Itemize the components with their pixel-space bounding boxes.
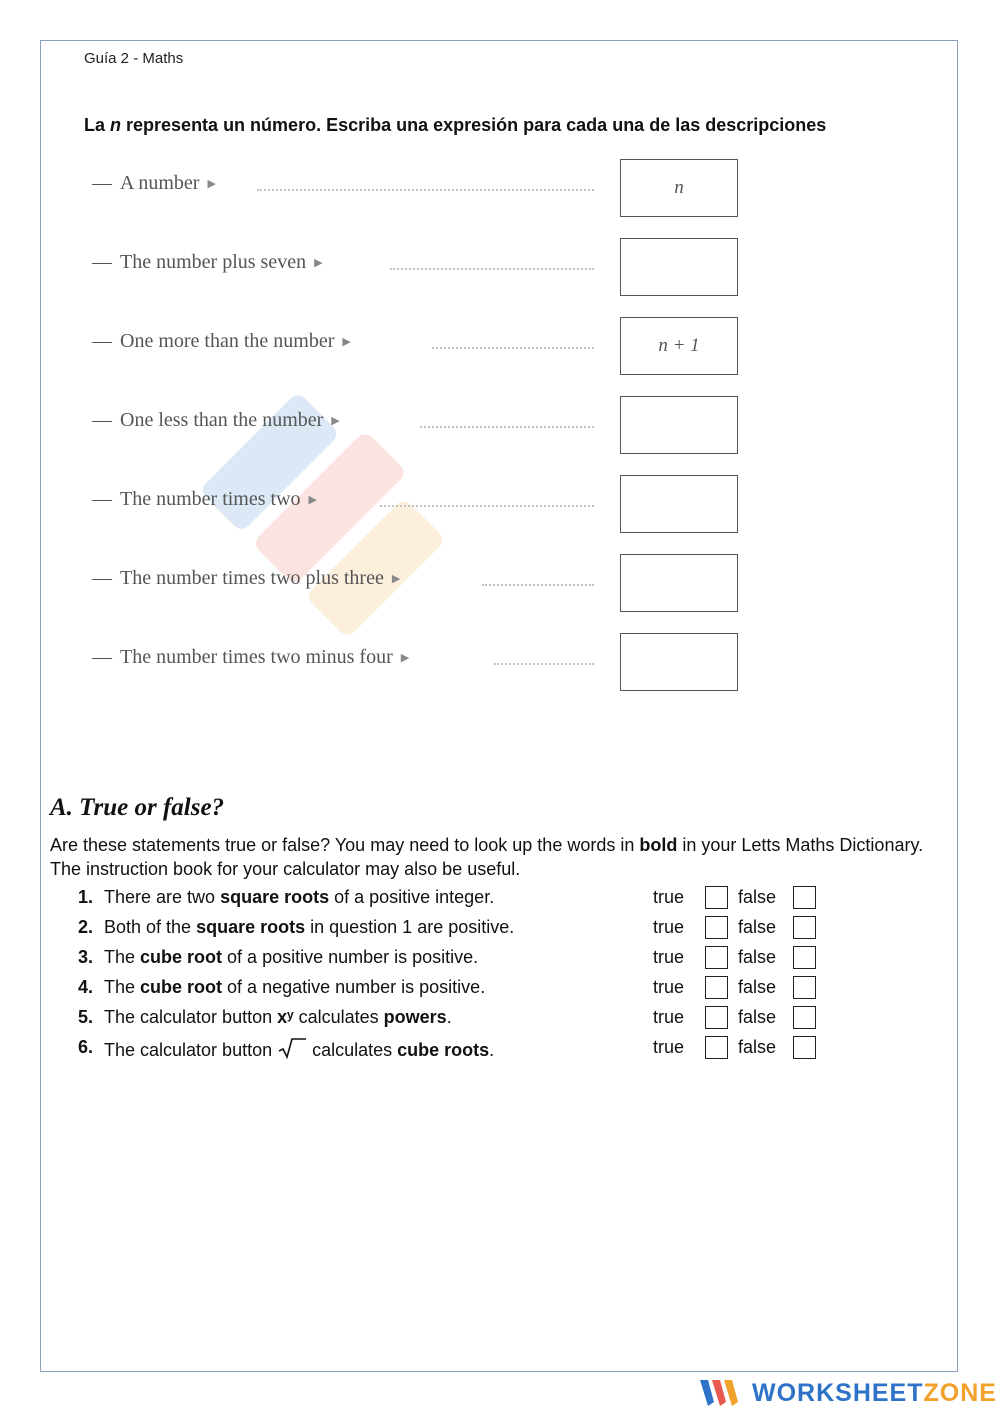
true-checkbox[interactable] xyxy=(705,886,728,909)
question-text: The calculator button calculates cube roots. xyxy=(104,1037,494,1061)
true-checkbox[interactable] xyxy=(705,916,728,939)
expression-label: One more than the number xyxy=(120,330,335,352)
false-checkbox[interactable] xyxy=(793,976,816,999)
question-row xyxy=(78,975,838,1003)
leader-dots xyxy=(494,661,594,665)
expression-label: The number times two xyxy=(120,488,301,510)
leader-dots xyxy=(420,424,594,428)
true-label: true xyxy=(653,917,685,937)
arrow-icon: ▶ xyxy=(207,178,216,190)
brand-footer xyxy=(700,1378,997,1408)
answer-box[interactable]: n + 1 xyxy=(620,317,738,375)
section-heading: A. True or false? xyxy=(50,794,225,821)
leader-dots xyxy=(390,266,594,270)
section-intro: Are these statements true or false? You may need to look up the words in bold in your Letts Maths Dictionary. The instruction book for your calculator may also be useful. xyxy=(50,835,924,879)
false-label: false xyxy=(738,977,777,997)
arrow-icon: ▶ xyxy=(331,415,340,427)
true-label: true xyxy=(653,1007,685,1027)
expression-row: — The number plus seven ▶ xyxy=(92,238,752,300)
question-row xyxy=(78,1005,838,1033)
false-label: false xyxy=(738,1007,777,1027)
true-label: true xyxy=(653,1037,685,1057)
expression-row: — One more than the number ▶ n + 1 xyxy=(92,317,752,379)
false-checkbox[interactable] xyxy=(793,1036,816,1059)
question-text: The cube root of a positive number is positive. xyxy=(104,947,479,967)
expression-row: — The number times two ▶ xyxy=(92,475,752,537)
expression-row: — The number times two plus three ▶ xyxy=(92,554,752,616)
expression-label: The number plus seven xyxy=(120,251,307,273)
question-row xyxy=(78,1035,838,1063)
leader-dots xyxy=(380,503,594,507)
answer-box[interactable] xyxy=(620,238,738,296)
true-checkbox[interactable] xyxy=(705,946,728,969)
question-text: Both of the square roots in question 1 are positive. xyxy=(104,917,515,937)
false-label: false xyxy=(738,1037,777,1057)
expression-row: — One less than the number ▶ xyxy=(92,396,752,458)
answer-box[interactable] xyxy=(620,554,738,612)
true-checkbox[interactable] xyxy=(705,1036,728,1059)
question-number: 3. xyxy=(78,947,94,967)
root-icon xyxy=(277,1037,307,1057)
question-number: 1. xyxy=(78,887,94,907)
worksheet-header: Guía 2 - Maths xyxy=(84,50,184,67)
answer-box[interactable] xyxy=(620,396,738,454)
false-checkbox[interactable] xyxy=(793,886,816,909)
worksheetzone-w-logo-icon xyxy=(700,1378,742,1408)
true-checkbox[interactable] xyxy=(705,976,728,999)
expression-label: The number times two minus four xyxy=(120,646,393,668)
instruction-variable: n xyxy=(110,115,122,135)
true-label: true xyxy=(653,947,685,967)
instruction-text xyxy=(84,115,826,136)
false-label: false xyxy=(738,917,777,937)
false-checkbox[interactable] xyxy=(793,946,816,969)
expression-row: — A number ▶ n xyxy=(92,159,752,221)
leader-dots xyxy=(482,582,594,586)
question-number: 4. xyxy=(78,977,94,997)
true-label: true xyxy=(653,977,685,997)
false-label: false xyxy=(738,947,777,967)
question-number: 2. xyxy=(78,917,94,937)
arrow-icon: ▶ xyxy=(308,494,317,506)
expression-label: A number xyxy=(120,172,200,194)
false-checkbox[interactable] xyxy=(793,916,816,939)
arrow-icon: ▶ xyxy=(314,257,323,269)
question-text: The calculator button xʸ calculates powers. xyxy=(104,1007,452,1027)
leader-dots xyxy=(257,187,594,191)
brand-name: WORKSHEETZONE xyxy=(752,1378,997,1407)
true-label: true xyxy=(653,887,685,907)
false-checkbox[interactable] xyxy=(793,1006,816,1029)
instruction-before: La xyxy=(84,115,111,135)
answer-box[interactable] xyxy=(620,633,738,691)
answer-box[interactable] xyxy=(620,475,738,533)
arrow-icon: ▶ xyxy=(342,336,351,348)
expression-label: One less than the number xyxy=(120,409,324,431)
arrow-icon: ▶ xyxy=(391,573,401,585)
arrow-icon: ▶ xyxy=(400,652,410,664)
false-label: false xyxy=(738,887,777,907)
question-row xyxy=(78,915,838,943)
true-checkbox[interactable] xyxy=(705,1006,728,1029)
answer-box[interactable]: n xyxy=(620,159,738,217)
leader-dots xyxy=(432,345,594,349)
expression-label: The number times two plus three xyxy=(120,567,384,589)
question-text: The cube root of a negative number is positive. xyxy=(104,977,486,997)
instruction-after: representa un número. Escriba una expresión para cada una de las descripciones xyxy=(121,115,827,135)
question-text: There are two square roots of a positive integer. xyxy=(104,887,495,907)
question-number: 6. xyxy=(78,1037,94,1057)
expression-row: — The number times two minus four ▶ xyxy=(92,633,752,695)
question-row xyxy=(78,885,838,913)
question-number: 5. xyxy=(78,1007,94,1027)
question-row xyxy=(78,945,838,973)
